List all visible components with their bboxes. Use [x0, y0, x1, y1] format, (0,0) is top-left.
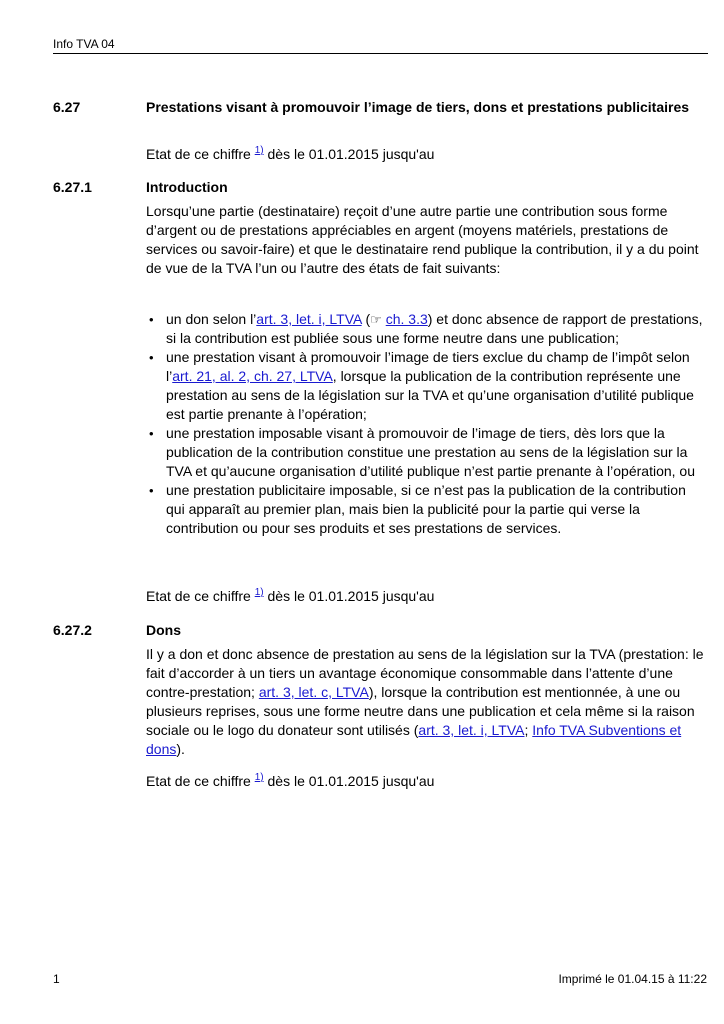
law-link[interactable]: art. 3, let. c, LTVA: [258, 684, 369, 700]
section-title: Introduction: [146, 179, 228, 195]
bullet-icon: •: [149, 483, 154, 498]
law-link[interactable]: art. 3, let. i, LTVA: [418, 722, 525, 738]
intro-paragraph: Lorsqu’une partie (destinataire) reçoit d’une autre partie une contribution sous forme d’argent ou de prestations appréciables en argent (moyens matériels, prestations de services ou savoir-faire) et que le destinataire rend publique la contribution, il y a du point de vue de la TVA l’un ou l’autre des états de fait suivants:: [146, 203, 699, 276]
list-item: [146, 310, 708, 348]
paragraph-text: Il y a don et donc absence de prestation au sens de la législation sur la TVA (prestation: le fait d’accorder à un tiers un avantage économique consommable dans l’attente d’une contre-prestation;: [146, 646, 704, 700]
page-number: 1: [53, 972, 60, 986]
bullet-text: une prestation imposable visant à promouvoir de l’image de tiers, dès lors que la publication de la contribution constitue une prestation au sens de la législation sur la TVA et qu’aucune organisation d’utilité publique n’est partie prenante à l’opération, ou: [166, 425, 695, 479]
status-suffix: dès le 01.01.2015 jusqu'au: [267, 773, 435, 789]
status-line: [146, 145, 434, 166]
section-title: Prestations visant à promouvoir l’image de tiers, dons et prestations publicitaires: [146, 99, 690, 115]
paragraph-text: ;: [524, 722, 533, 738]
status-suffix: dès le 01.01.2015 jusqu'au: [267, 146, 435, 162]
header-title: Info TVA 04: [53, 37, 115, 51]
paragraph-text: ).: [176, 741, 185, 757]
bullet-text: ) et donc absence de rapport de prestations, si la contribution est publiée sous une forme neutre dans une publication;: [166, 311, 703, 346]
section-number: 6.27: [53, 99, 81, 115]
law-link[interactable]: art. 3, let. i, LTVA: [256, 311, 362, 327]
status-prefix: Etat de ce chiffre: [146, 146, 251, 162]
status-prefix: Etat de ce chiffre: [146, 588, 251, 604]
bullet-list: [146, 310, 708, 538]
list-item: [146, 481, 708, 538]
list-item: [146, 348, 708, 424]
bullet-text: une prestation publicitaire imposable, si ce n’est pas la publication de la contribution qui apparaît au premier plan, mais bien la publicité pour la partie qui verse la contribution ou pour ses produits et ses prestations de services.: [166, 482, 686, 536]
status-prefix: Etat de ce chiffre: [146, 773, 251, 789]
law-link[interactable]: art. 21, al. 2, ch. 27, LTVA: [172, 368, 333, 384]
section-title: Dons: [146, 622, 181, 638]
section-number: 6.27.1: [53, 179, 92, 195]
footnote-link[interactable]: 1): [254, 772, 264, 783]
bullet-text: une prestation visant à promouvoir l’image de tiers exclue du champ de l’impôt selon l’: [166, 349, 690, 384]
status-line: [146, 772, 434, 793]
bullet-icon: •: [149, 312, 154, 327]
list-item: [146, 424, 708, 481]
status-suffix: dès le 01.01.2015 jusqu'au: [267, 588, 435, 604]
page-header: [53, 36, 708, 54]
paragraph-text: ), lorsque la contribution est mentionnée, à une ou plusieurs reprises, sous une forme neutre dans une publication et cela même si la raison sociale ou le logo du donateur sont utilisés (: [146, 684, 695, 738]
status-line: [146, 587, 434, 608]
bullet-text: un don selon l’: [166, 311, 257, 327]
bullet-icon: •: [149, 350, 154, 365]
bullet-text: , lorsque la publication de la contribution représente une prestation au sens de la législation sur la TVA et qu’une organisation d’utilité publique est partie prenante à l’opération;: [166, 368, 694, 422]
bullet-icon: •: [149, 426, 154, 441]
pointing-hand-icon: ☞: [370, 312, 382, 327]
print-timestamp: Imprimé le 01.04.15 à 11:22: [558, 972, 707, 986]
section-number: 6.27.2: [53, 622, 92, 638]
chapter-link[interactable]: ch. 3.3: [385, 311, 428, 327]
dons-paragraph: [146, 645, 708, 759]
footnote-link[interactable]: 1): [254, 587, 264, 598]
footnote-link[interactable]: 1): [254, 145, 264, 156]
info-tva-link[interactable]: Info TVA Subventions et dons: [146, 722, 682, 757]
bullet-text: (: [361, 311, 371, 327]
